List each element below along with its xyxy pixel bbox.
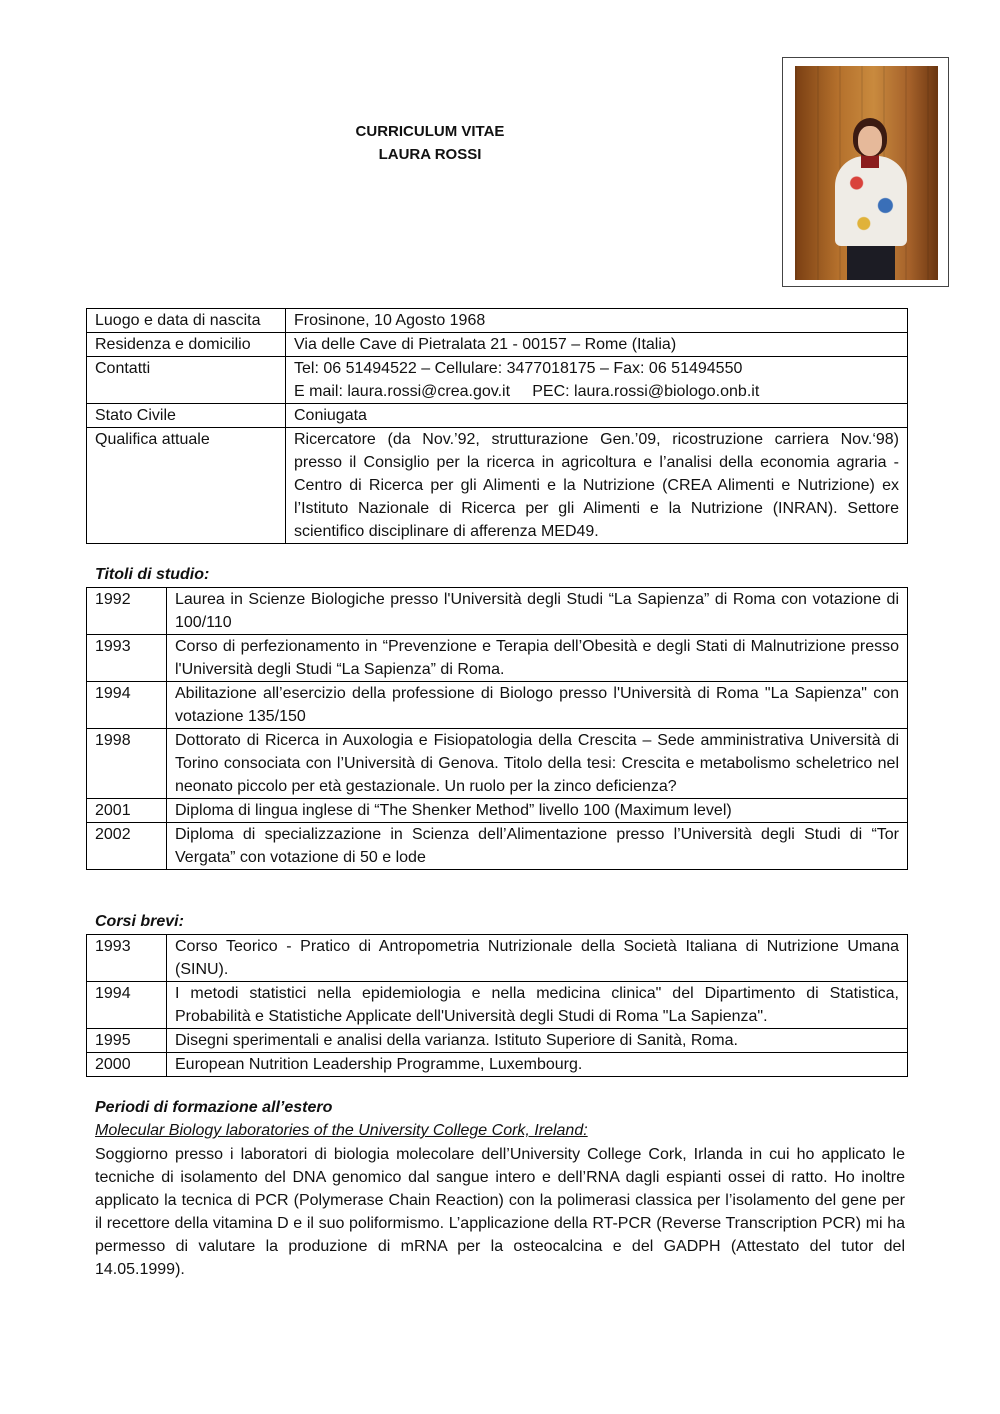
personal-info-table <box>86 308 908 544</box>
year-cell: 2000 <box>87 1053 167 1077</box>
info-value: Frosinone, 10 Agosto 1968 <box>286 309 908 333</box>
info-value: Ricercatore (da Nov.’92, strutturazione Gen.’09, ricostruzione carriera Nov.‘98) presso il Consiglio per la ricerca in agricoltura e l’analisi della economia agraria - Centro di Ricerca per gli Alimenti e la Nutrizione (CREA Alimenti e Nutrizione) ex l’Istituto Nazionale di Ricerca per gli Alimenti e la Nutrizione (INRAN). Settore scientifico disciplinare di afferenza MED49. <box>286 428 908 544</box>
description-cell: Dottorato di Ricerca in Auxologia e Fisiopatologia della Crescita – Sede amministrativa Università di Torino consociata con l’Università di Genova. Titolo della tesi: Crescita e metabolismo scheletrico nel neonato piccolo per età gestazionale. Un ruolo per la zinco deficienza? <box>167 729 908 799</box>
info-label: Contatti <box>87 357 286 404</box>
description-cell: Corso di perfezionamento in “Prevenzione e Terapia dell’Obesità e degli Stati di Malnutrizione presso l'Università degli Studi “La Sapienza” di Roma. <box>167 635 908 682</box>
year-cell: 1994 <box>87 982 167 1029</box>
info-label: Stato Civile <box>87 404 286 428</box>
phone-line: Tel: 06 51494522 – Cellulare: 3477018175 – Fax: 06 51494550 <box>294 360 743 377</box>
table-row <box>87 404 908 428</box>
document-title <box>300 120 560 166</box>
table-row <box>87 635 908 682</box>
title-line: CURRICULUM VITAE <box>355 123 505 140</box>
year-cell: 1993 <box>87 935 167 982</box>
info-value: Coniugata <box>286 404 908 428</box>
table-row <box>87 333 908 357</box>
section-heading-estero: Periodi di formazione all’estero <box>95 1099 333 1116</box>
table-row <box>87 729 908 799</box>
table-row <box>87 682 908 729</box>
description-cell: Diploma di lingua inglese di “The Shenker Method” livello 100 (Maximum level) <box>167 799 908 823</box>
year-cell: 1992 <box>87 588 167 635</box>
table-row <box>87 428 908 544</box>
year-cell: 1994 <box>87 682 167 729</box>
table-row <box>87 1053 908 1077</box>
corsi-table <box>86 934 908 1077</box>
name-line: LAURA ROSSI <box>378 146 482 163</box>
info-label: Qualifica attuale <box>87 428 286 544</box>
table-row <box>87 357 908 404</box>
info-value <box>286 357 908 404</box>
profile-photo <box>795 66 938 280</box>
year-cell: 1995 <box>87 1029 167 1053</box>
estero-paragraph: Soggiorno presso i laboratori di biologia molecolare dell’University College Cork, Irlanda in cui ho applicato le tecniche di isolamento del DNA genomico dal sangue intero e dell’RNA dagli espianti ossei di ratto. Ho inoltre applicato la tecnica di PCR (Polymerase Chain Reaction) con la polimerasi classica per l’isolamento del gene per il recettore della vitamina D e il suo poliformismo. L’applicazione della RT-PCR (Reverse Transcription PCR) mi ha permesso di valutare la produzione di mRNA per la osteocalcina e del GADPH (Attestato del tutor del 14.05.1999). <box>95 1146 905 1278</box>
table-row <box>87 799 908 823</box>
year-cell: 2001 <box>87 799 167 823</box>
year-cell: 1993 <box>87 635 167 682</box>
description-cell: European Nutrition Leadership Programme, Luxembourg. <box>167 1053 908 1077</box>
table-row <box>87 309 908 333</box>
description-cell: Diploma di specializzazione in Scienza dell’Alimentazione presso l’Università degli Studi di “Tor Vergata” con votazione di 50 e lode <box>167 823 908 870</box>
email-line: E mail: laura.rossi@crea.gov.it PEC: laura.rossi@biologo.onb.it <box>294 383 760 400</box>
description-cell: Laurea in Scienze Biologiche presso l'Università degli Studi “La Sapienza” di Roma con votazione di 100/110 <box>167 588 908 635</box>
section-heading-titoli: Titoli di studio: <box>95 566 210 583</box>
table-row <box>87 935 908 982</box>
description-cell: Disegni sperimentali e analisi della varianza. Istituto Superiore di Sanità, Roma. <box>167 1029 908 1053</box>
year-cell: 2002 <box>87 823 167 870</box>
table-row <box>87 1029 908 1053</box>
description-cell: I metodi statistici nella epidemiologia e nella medicina clinica" del Dipartimento di Statistica, Probabilità e Statistiche Applicate dell'Università degli Studi di Roma "La Sapienza". <box>167 982 908 1029</box>
table-row <box>87 823 908 870</box>
year-cell: 1998 <box>87 729 167 799</box>
info-value: Via delle Cave di Pietralata 21 - 00157 – Rome (Italia) <box>286 333 908 357</box>
section-subheading-cork: Molecular Biology laboratories of the University College Cork, Ireland: <box>95 1122 588 1139</box>
info-label: Luogo e data di nascita <box>87 309 286 333</box>
table-row <box>87 588 908 635</box>
description-cell: Abilitazione all’esercizio della professione di Biologo presso l'Università di Roma "La Sapienza" con votazione 135/150 <box>167 682 908 729</box>
info-label: Residenza e domicilio <box>87 333 286 357</box>
description-cell: Corso Teorico - Pratico di Antropometria Nutrizionale della Società Italiana di Nutrizione Umana (SINU). <box>167 935 908 982</box>
table-row <box>87 982 908 1029</box>
profile-photo-frame <box>782 57 949 287</box>
titoli-table <box>86 587 908 870</box>
section-heading-corsi: Corsi brevi: <box>95 913 184 930</box>
